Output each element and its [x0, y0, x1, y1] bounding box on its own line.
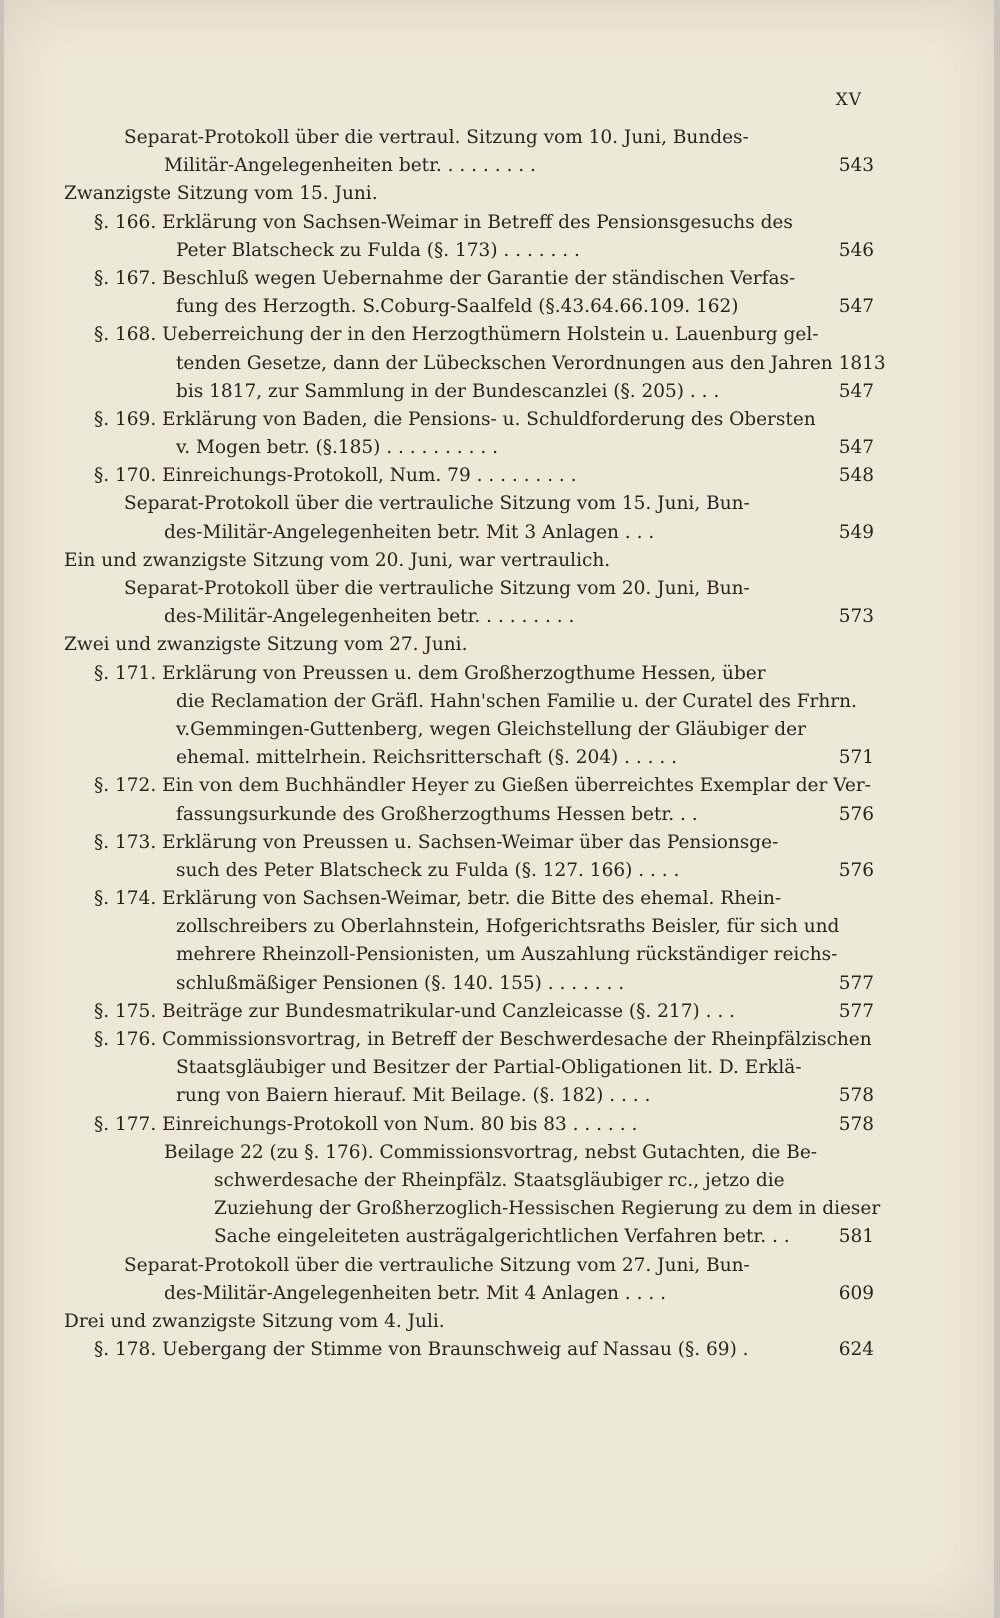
- toc-line: [64, 772, 874, 800]
- toc-entry-text: §. 168. Ueberreichung der in den Herzogthümern Holstein u. Lauenburg gel-: [94, 324, 819, 346]
- toc-entry-text: §. 177. Einreichungs-Protokoll von Num. 80 bis 83 . . . . . .: [94, 1113, 638, 1135]
- toc-entry-text: §. 167. Beschluß wegen Uebernahme der Garantie der ständischen Verfas-: [94, 267, 796, 289]
- toc-line: [64, 237, 874, 265]
- toc-entry-text: Zuziehung der Großherzoglich-Hessischen Regierung zu dem in dieser: [214, 1198, 881, 1220]
- toc-line: [64, 1252, 874, 1280]
- toc-line: [64, 998, 874, 1026]
- toc-line: [64, 180, 874, 208]
- toc-line: [64, 688, 874, 716]
- toc-entry-text: tenden Gesetze, dann der Lübeckschen Verordnungen aus den Jahren 1813: [176, 352, 886, 374]
- toc-entry-text: §. 175. Beiträge zur Bundesmatrikular-und Canzleicasse (§. 217) . . .: [94, 1000, 735, 1022]
- toc-entry-text: des-Militär-Angelegenheiten betr. Mit 4 Anlagen . . . .: [164, 1282, 666, 1304]
- toc-line: [64, 1082, 874, 1110]
- toc-line: [64, 970, 874, 998]
- toc-entry-text: schwerdesache der Rheinpfälz. Staatsgläubiger rc., jetzo die: [214, 1169, 785, 1191]
- toc-entry-text: ehemal. mittelrhein. Reichsritterschaft (§. 204) . . . . .: [176, 747, 678, 769]
- toc-line: [64, 293, 874, 321]
- toc-entry-text: §. 176. Commissionsvortrag, in Betreff der Beschwerdesache der Rheinpfälzischen: [94, 1029, 872, 1050]
- toc-line: [64, 378, 874, 406]
- toc-entry-text: Peter Blatscheck zu Fulda (§. 173) . . . . . . .: [176, 239, 580, 261]
- toc-line: [64, 603, 874, 631]
- toc-line: [64, 434, 874, 462]
- toc-line: [64, 350, 886, 378]
- toc-line: [64, 1054, 874, 1082]
- toc-line: [64, 321, 874, 349]
- toc-page-number: 609: [838, 1282, 874, 1304]
- toc-page-number: 578: [838, 1113, 874, 1135]
- book-page: [4, 0, 994, 1618]
- toc-line: [64, 1139, 874, 1167]
- toc-entry-text: §. 169. Erklärung von Baden, die Pensions- u. Schuldforderung des Obersten: [94, 408, 816, 430]
- toc-entry-text: Separat-Protokoll über die vertrauliche Sitzung vom 27. Juni, Bun-: [124, 1254, 750, 1276]
- toc-entry-text: Separat-Protokoll über die vertrauliche Sitzung vom 15. Juni, Bun-: [124, 493, 750, 515]
- toc-entry-text: §. 173. Erklärung von Preussen u. Sachsen-Weimar über das Pensionsge-: [94, 831, 779, 853]
- toc-entry-text: v. Mogen betr. (§.185) . . . . . . . . . .: [176, 437, 498, 459]
- toc-page-number: 543: [838, 155, 874, 177]
- toc-entry-text: §. 178. Uebergang der Stimme von Braunschweig auf Nassau (§. 69) .: [94, 1339, 749, 1361]
- toc-line: [64, 547, 874, 575]
- toc-entry-text: mehrere Rheinzoll-Pensionisten, um Auszahlung rückständiger reichs-: [176, 944, 838, 966]
- toc-line: [64, 406, 874, 434]
- toc-page-number: 573: [838, 606, 874, 628]
- toc-entry-text: die Reclamation der Gräfl. Hahn'schen Familie u. der Curatel des Frhrn.: [176, 690, 857, 712]
- toc-entry-text: §. 174. Erklärung von Sachsen-Weimar, betr. die Bitte des ehemal. Rhein-: [94, 888, 782, 910]
- toc-page-number: 577: [838, 1000, 874, 1022]
- toc-page-number: 576: [838, 859, 874, 881]
- toc-page-number: 548: [838, 465, 874, 487]
- page-number: XV: [835, 90, 862, 110]
- toc-line: [64, 1111, 874, 1139]
- toc-entry-text: Separat-Protokoll über die vertraul. Sitzung vom 10. Juni, Bundes-: [124, 127, 749, 148]
- toc-entry-text: Beilage 22 (zu §. 176). Commissionsvortrag, nebst Gutachten, die Be-: [164, 1141, 818, 1163]
- toc-entry-text: schlußmäßiger Pensionen (§. 140. 155) . . . . . . .: [176, 972, 625, 994]
- toc-entry-text: des-Militär-Angelegenheiten betr. Mit 3 Anlagen . . .: [164, 521, 655, 543]
- toc-entry-text: fassungsurkunde des Großherzogthums Hessen betr. . .: [176, 803, 698, 825]
- toc-page-number: 581: [838, 1226, 874, 1248]
- toc-line: [64, 885, 874, 913]
- toc-line: [64, 857, 874, 885]
- toc-line: [64, 265, 874, 293]
- toc-entry-text: des-Militär-Angelegenheiten betr. . . . . . . . .: [164, 606, 575, 628]
- toc-line: [64, 1195, 881, 1223]
- toc-line: [64, 1223, 874, 1251]
- toc-line: [64, 519, 874, 547]
- toc-page-number: 549: [838, 521, 874, 543]
- toc-line: [64, 152, 874, 180]
- table-of-contents: [64, 124, 886, 1364]
- toc-entry-text: Zwanzigste Sitzung vom 15. Juni.: [64, 183, 378, 205]
- toc-line: [64, 716, 874, 744]
- toc-line: [64, 631, 874, 659]
- toc-line: [64, 462, 874, 490]
- toc-entry-text: Zwei und zwanzigste Sitzung vom 27. Juni.: [64, 634, 468, 656]
- toc-line: [64, 1308, 874, 1336]
- toc-page-number: 576: [838, 803, 874, 825]
- toc-line: [64, 124, 874, 152]
- toc-line: [64, 1336, 874, 1364]
- toc-entry-text: Drei und zwanzigste Sitzung vom 4. Juli.: [64, 1310, 445, 1332]
- toc-entry-text: Sache eingeleiteten austrägalgerichtlichen Verfahren betr. . .: [214, 1226, 790, 1248]
- toc-line: [64, 941, 874, 969]
- toc-page-number: 577: [838, 972, 874, 994]
- toc-page-number: 546: [838, 239, 874, 261]
- toc-page-number: 624: [838, 1339, 874, 1361]
- toc-page-number: 578: [838, 1085, 874, 1107]
- toc-line: [64, 829, 874, 857]
- toc-entry-text: v.Gemmingen-Guttenberg, wegen Gleichstellung der Gläubiger der: [176, 718, 806, 740]
- toc-entry-text: zollschreibers zu Oberlahnstein, Hofgerichtsraths Beisler, für sich und: [176, 916, 840, 938]
- toc-entry-text: bis 1817, zur Sammlung in der Bundescanzlei (§. 205) . . .: [176, 380, 720, 402]
- toc-entry-text: §. 170. Einreichungs-Protokoll, Num. 79 . . . . . . . . .: [94, 465, 577, 487]
- toc-line: [64, 744, 874, 772]
- toc-line: [64, 490, 874, 518]
- toc-page-number: 547: [838, 380, 874, 402]
- toc-line: [64, 801, 874, 829]
- toc-entry-text: §. 172. Ein von dem Buchhändler Heyer zu Gießen überreichtes Exemplar der Ver-: [94, 775, 871, 797]
- toc-line: [64, 1167, 874, 1195]
- toc-line: [64, 575, 874, 603]
- toc-page-number: 547: [838, 296, 874, 318]
- toc-entry-text: §. 171. Erklärung von Preussen u. dem Großherzogthume Hessen, über: [94, 662, 766, 684]
- toc-entry-text: fung des Herzogth. S.Coburg-Saalfeld (§.43.64.66.109. 162): [176, 296, 739, 318]
- toc-entry-text: Staatsgläubiger und Besitzer der Partial-Obligationen lit. D. Erklä-: [176, 1057, 802, 1079]
- toc-page-number: 571: [838, 747, 874, 769]
- toc-entry-text: such des Peter Blatscheck zu Fulda (§. 127. 166) . . . .: [176, 859, 680, 881]
- toc-entry-text: Militär-Angelegenheiten betr. . . . . . . . .: [164, 155, 536, 177]
- toc-page-number: 547: [838, 437, 874, 459]
- toc-line: [64, 660, 874, 688]
- toc-line: [64, 1280, 874, 1308]
- toc-line: [64, 1026, 874, 1054]
- toc-line: [64, 209, 874, 237]
- toc-line: [64, 913, 874, 941]
- toc-entry-text: Separat-Protokoll über die vertrauliche Sitzung vom 20. Juni, Bun-: [124, 578, 750, 599]
- toc-entry-text: §. 166. Erklärung von Sachsen-Weimar in Betreff des Pensionsgesuchs des: [94, 211, 793, 233]
- toc-entry-text: rung von Baiern hierauf. Mit Beilage. (§. 182) . . . .: [176, 1085, 651, 1107]
- toc-entry-text: Ein und zwanzigste Sitzung vom 20. Juni, war vertraulich.: [64, 549, 611, 571]
